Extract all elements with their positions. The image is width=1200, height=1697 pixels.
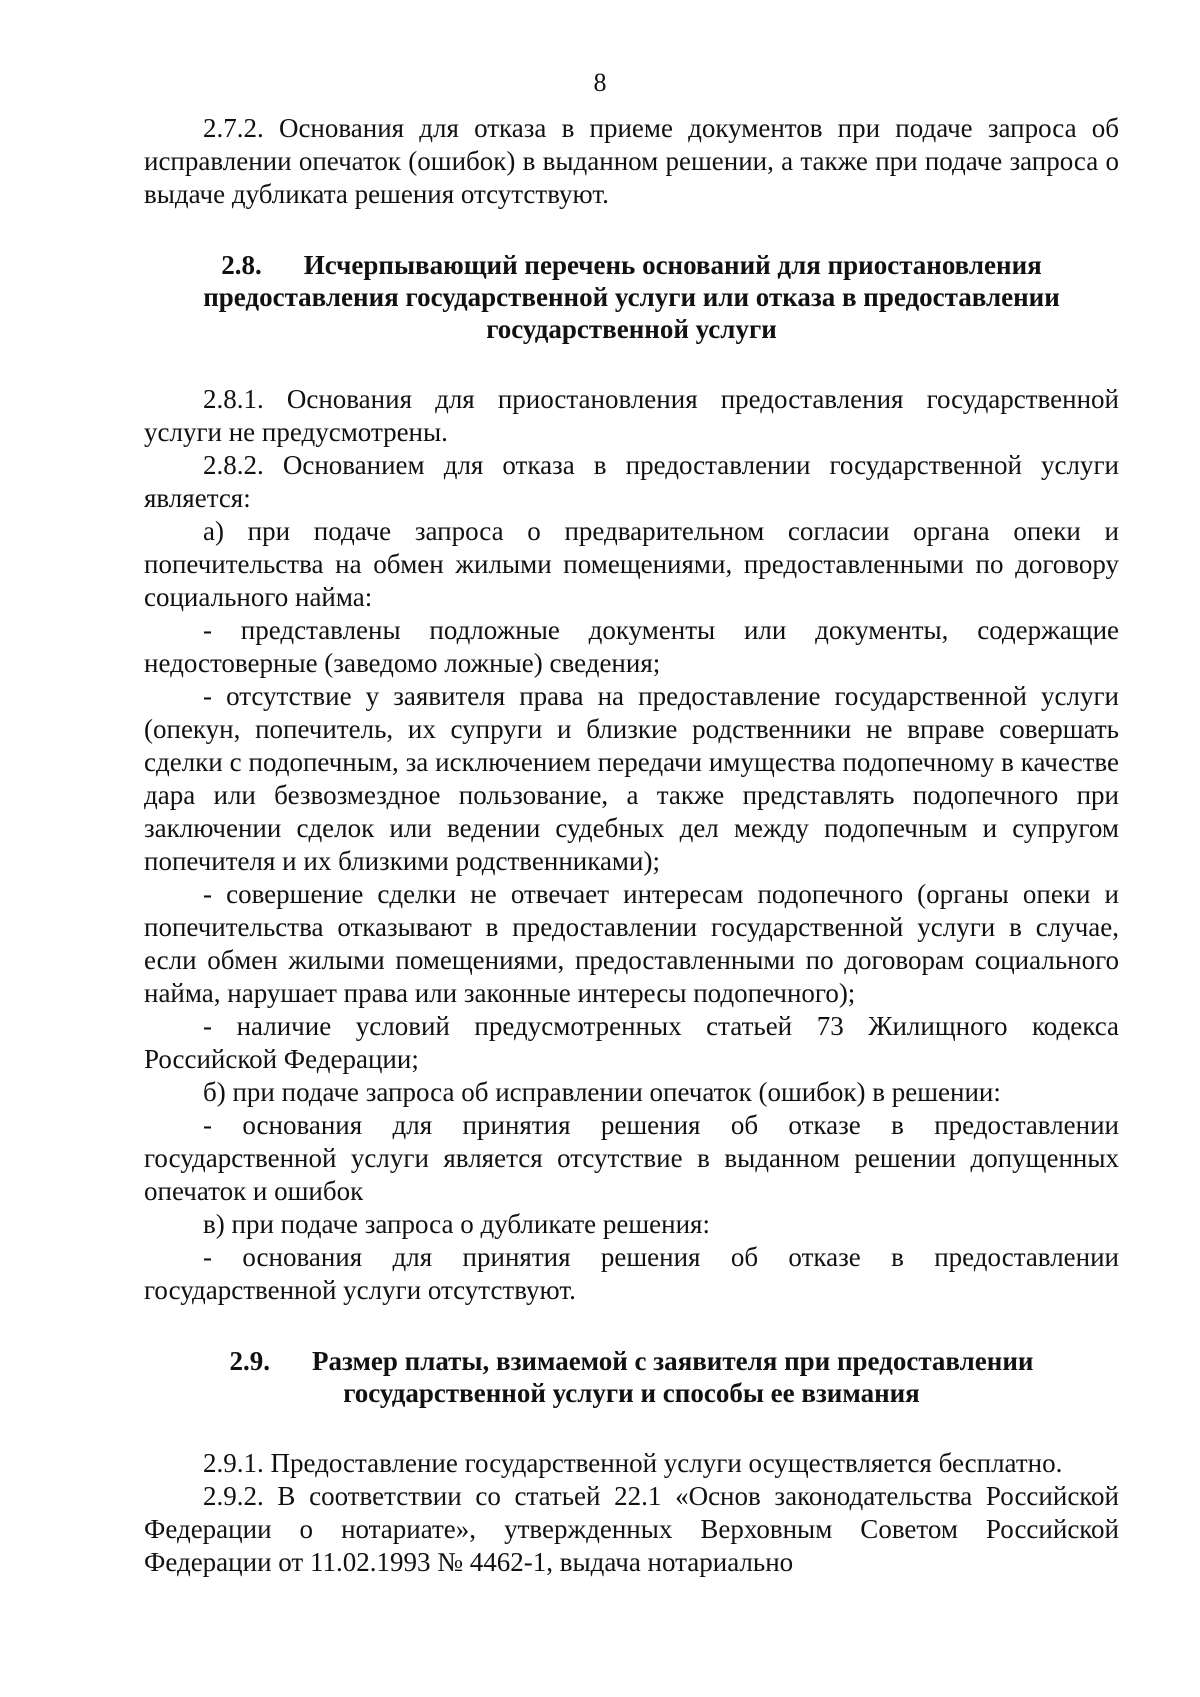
list-item-a-2: - отсутствие у заявителя права на предоставление государственной услуги (опекун, попечитель, их супруги и близкие родственники не вправе совершать сделки с подопечным, за исключением передачи имущества подопечному в качестве дара или безвозмездное пользование, а также представлять подопечного при заключении сделок или ведении судебных дел между подопечным и супругом попечителя и их близкими родственниками); bbox=[144, 681, 1119, 876]
paragraph-a: а) при подаче запроса о предварительном согласии органа опеки и попечительства на обмен жилыми помещениями, предоставленными по договору социального найма: bbox=[144, 516, 1119, 612]
section-number: 2.9. bbox=[229, 1346, 271, 1376]
paragraph-2-9-2: 2.9.2. В соответствии со статьей 22.1 «Основ законодательства Российской Федерации о нотариате», утвержденных Верховным Советом Российской Федерации от 11.02.1993 № 4462-1, выдача нотариально bbox=[144, 1481, 1119, 1577]
paragraph-2-8-2: 2.8.2. Основанием для отказа в предоставлении государственной услуги является: bbox=[144, 450, 1119, 513]
list-item-v-1: - основания для принятия решения об отказе в предоставлении государственной услуги отсутствуют. bbox=[144, 1242, 1119, 1305]
page-number: 8 bbox=[593, 68, 607, 97]
section-title: Размер платы, взимаемой с заявителя при предоставлении государственной услуги и способы ее взимания bbox=[312, 1346, 1034, 1408]
list-item-b-1: - основания для принятия решения об отказе в предоставлении государственной услуги является отсутствие в выданном решении допущенных опечаток и ошибок bbox=[144, 1110, 1119, 1206]
list-item-a-1: - представлены подложные документы или документы, содержащие недостоверные (заведомо ложные) сведения; bbox=[144, 615, 1119, 678]
section-heading-2-9 bbox=[184, 1345, 1079, 1409]
list-item-a-4: - наличие условий предусмотренных статьей 73 Жилищного кодекса Российской Федерации; bbox=[144, 1011, 1119, 1074]
section-heading-2-8 bbox=[184, 249, 1079, 345]
paragraph-2-9-1: 2.9.1. Предоставление государственной услуги осуществляется бесплатно. bbox=[203, 1448, 1063, 1478]
spacer bbox=[144, 211, 1119, 249]
paragraph-2-7-2: 2.7.2. Основания для отказа в приеме документов при подаче запроса об исправлении опечаток (ошибок) в выданном решении, а также при подаче запроса о выдаче дубликата решения отсутствуют. bbox=[144, 113, 1119, 209]
spacer bbox=[144, 1307, 1119, 1345]
paragraph-v: в) при подаче запроса о дубликате решения: bbox=[203, 1209, 710, 1239]
spacer bbox=[144, 1409, 1119, 1447]
section-number: 2.8. bbox=[221, 250, 262, 280]
spacer bbox=[144, 345, 1119, 383]
paragraph-b: б) при подаче запроса об исправлении опечаток (ошибок) в решении: bbox=[203, 1077, 1001, 1107]
document-body bbox=[144, 112, 1119, 1579]
section-title: Исчерпывающий перечень оснований для приостановления предоставления государственной услуги или отказа в предоставлении государственной услуги bbox=[203, 250, 1060, 344]
paragraph-2-8-1: 2.8.1. Основания для приостановления предоставления государственной услуги не предусмотрены. bbox=[144, 384, 1119, 447]
list-item-a-3: - совершение сделки не отвечает интересам подопечного (органы опеки и попечительства отказывают в предоставлении государственной услуги в случае, если обмен жилыми помещениями, предоставленными по договорам социального найма, нарушает права или законные интересы подопечного); bbox=[144, 879, 1119, 1008]
